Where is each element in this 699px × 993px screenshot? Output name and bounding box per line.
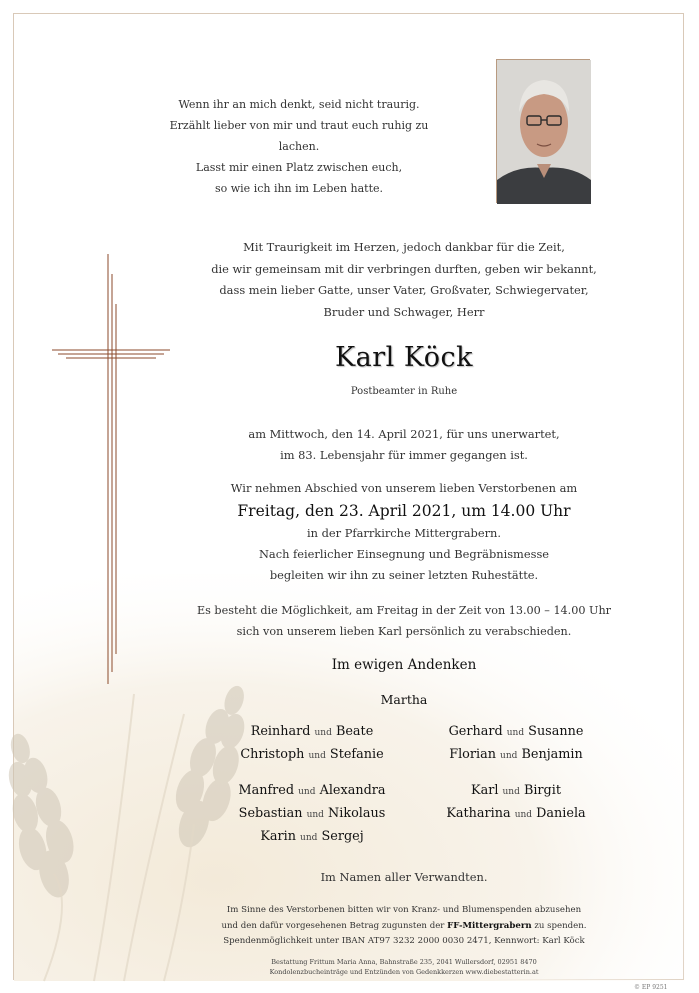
funeral-ceremony: Nach feierlicher Einsegnung und Begräbnismesse <box>258 547 550 561</box>
announcement-intro <box>194 237 614 323</box>
funeral-place: in der Pfarrkirche Mittergrabern. <box>307 526 501 540</box>
funeral-date: Freitag, den 23. April 2021, um 14.00 Uhr <box>237 502 571 520</box>
death-line: im 83. Lebensjahr für immer gegangen ist. <box>280 448 528 462</box>
intro-line: Bruder und Schwager, Herr <box>323 304 485 319</box>
death-notice <box>204 424 604 466</box>
poem-line: so wie ich ihn im Leben hatte. <box>214 182 384 195</box>
donation-text: zu spenden. <box>531 920 587 931</box>
conjunction: und <box>306 810 324 820</box>
donation-text: und den dafür vorgesehenen Betrag zugunsten der <box>221 920 448 931</box>
poem-line: Wenn ihr an mich denkt, seid nicht traurig. <box>178 98 420 111</box>
farewell-line: sich von unserem lieben Karl persönlich zu verabschieden. <box>236 625 572 638</box>
memory-title: Im ewigen Andenken <box>331 657 477 673</box>
conjunction: und <box>502 787 520 797</box>
death-line: am Mittwoch, den 14. April 2021, für uns unerwartet, <box>248 427 560 441</box>
deceased-name: Karl Köck <box>334 342 474 373</box>
condolence-website: Kondolenzbucheinträge und Entzünden von Gedenkkerzen www.diebestatterin.at <box>269 968 539 976</box>
family-group <box>202 721 422 767</box>
intro-line: Mit Traurigkeit im Herzen, jedoch dankbar für die Zeit, <box>243 240 565 254</box>
funeral-lead: Wir nehmen Abschied von unserem lieben Verstorbenen am <box>230 481 578 495</box>
family-pair <box>202 826 422 849</box>
family-member: Florian <box>449 747 496 762</box>
relatives-line: Im Namen aller Verwandten. <box>320 870 488 884</box>
portrait-photo <box>496 59 590 203</box>
poem-line: Erzählt lieber von mir und traut euch ruhig zu lachen. <box>169 119 429 153</box>
conjunction: und <box>314 728 332 738</box>
funeral-burial: begleiten wir ihn zu seiner letzten Ruhestätte. <box>269 568 539 582</box>
family-member: Manfred <box>238 783 295 798</box>
farewell-line: Es besteht die Möglichkeit, am Freitag in der Zeit von 13.00 – 14.00 Uhr <box>196 604 612 617</box>
family-member: Karin <box>260 829 296 844</box>
conjunction: und <box>500 751 518 761</box>
family-group <box>406 721 626 767</box>
family-member: Susanne <box>528 724 584 739</box>
reference-code: © EP 9251 <box>634 984 668 991</box>
family-pair <box>406 780 626 803</box>
family-member: Beate <box>335 724 374 739</box>
family-pair <box>202 803 422 826</box>
farewell-info <box>194 600 614 642</box>
conjunction: und <box>506 728 525 738</box>
portrait-image <box>497 60 591 204</box>
funeral-home-address: Bestattung Frittum Maria Anna, Bahnstraße 235, 2041 Wullersdorf, 02951 8470 <box>271 958 537 966</box>
family-member: Reinhard <box>250 724 311 739</box>
spouse-name: Martha <box>380 692 428 707</box>
family-group <box>406 780 626 826</box>
family-pair <box>406 803 626 826</box>
conjunction: und <box>298 787 316 797</box>
family-member: Sergej <box>321 829 364 844</box>
family-pair <box>202 721 422 744</box>
family-member: Sebastian <box>238 806 303 821</box>
conjunction: und <box>300 833 318 843</box>
donation-line: Im Sinne des Verstorbenen bitten wir von Kranz- und Blumenspenden abzusehen <box>226 905 582 915</box>
family-member: Katharina <box>446 806 511 821</box>
deceased-occupation: Postbeamter in Ruhe <box>350 386 458 397</box>
donation-line <box>184 919 624 935</box>
family-pair <box>406 721 626 744</box>
funeral-info <box>194 478 614 586</box>
family-member: Nikolaus <box>328 806 386 821</box>
funeral-home-footer <box>184 957 624 977</box>
intro-line: die wir gemeinsam mit dir verbringen durften, geben wir bekannt, <box>211 261 597 276</box>
donation-beneficiary: FF-Mittergrabern <box>447 920 532 931</box>
family-member: Karl <box>471 783 499 798</box>
poem-line: Lasst mir einen Platz zwischen euch, <box>195 161 403 174</box>
family-member: Alexandra <box>319 783 386 798</box>
conjunction: und <box>308 751 326 761</box>
parte-card <box>13 13 684 991</box>
poem <box>154 94 444 199</box>
conjunction: und <box>514 810 533 820</box>
family-pair <box>202 780 422 803</box>
family-group <box>202 780 422 849</box>
cross-icon <box>52 254 172 684</box>
family-member: Gerhard <box>448 724 503 739</box>
family-member: Daniela <box>536 806 586 821</box>
family-pair <box>202 744 422 767</box>
family-member: Benjamin <box>521 747 583 762</box>
donation-note <box>184 903 624 950</box>
family-member: Christoph <box>240 747 305 762</box>
family-member: Stefanie <box>329 747 384 762</box>
family-member: Birgit <box>523 783 561 798</box>
donation-iban: Spendenmöglichkeit unter IBAN AT97 3232 2000 0030 2471, Kennwort: Karl Köck <box>223 936 585 946</box>
intro-line: dass mein lieber Gatte, unser Vater, Großvater, Schwiegervater, <box>219 283 589 297</box>
family-pair <box>406 744 626 767</box>
